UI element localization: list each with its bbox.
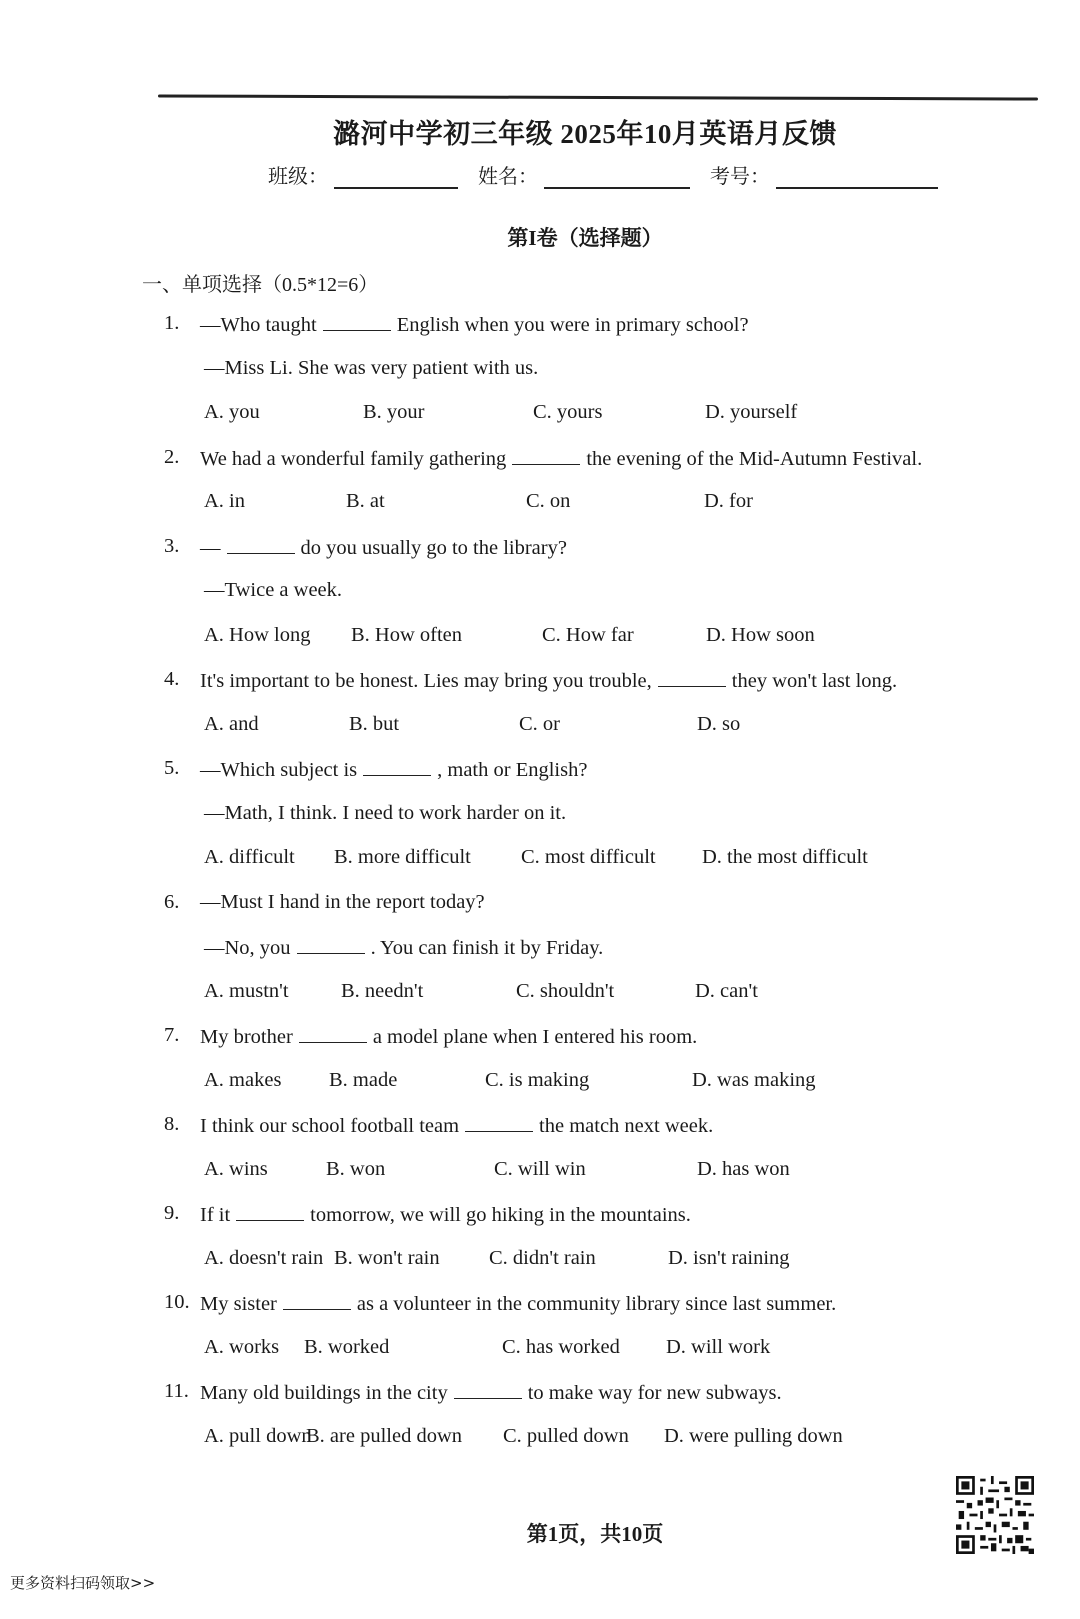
question-stem — [164, 753, 1044, 798]
question-number: 2. — [164, 445, 180, 468]
dialogue-reply: —Math, I think. I need to work harder on it. — [204, 801, 567, 824]
dialogue-reply: —Twice a week. — [204, 579, 343, 601]
dialogue-reply — [164, 931, 1044, 976]
option-d[interactable]: D. How soon — [706, 623, 815, 646]
question-number: 5. — [164, 757, 180, 779]
option-d[interactable]: D. so — [697, 712, 741, 735]
reply-text-before: —No, you — [204, 937, 291, 959]
answer-blank[interactable] — [227, 531, 295, 554]
question-item — [164, 1020, 1044, 1109]
question-text — [200, 1198, 691, 1243]
options-row — [164, 1065, 1044, 1110]
question-text — [200, 1020, 697, 1065]
options-row — [164, 976, 1044, 1021]
option-a[interactable]: A. pull down — [204, 1424, 312, 1447]
question-item — [164, 531, 1044, 665]
question-number: 7. — [164, 1024, 180, 1046]
header-rule — [158, 94, 1038, 100]
option-b[interactable]: B. at — [346, 490, 385, 512]
option-b[interactable]: B. but — [349, 712, 400, 735]
option-b[interactable]: B. needn't — [341, 979, 424, 1002]
option-b[interactable]: B. your — [363, 401, 425, 423]
stem-text-before: —Must I hand in the report today? — [200, 890, 485, 913]
stem-text-before: —Which subject is — [200, 759, 358, 781]
option-d[interactable]: D. has won — [697, 1157, 790, 1180]
reply-text-after: . You can finish it by Friday. — [370, 937, 604, 959]
question-number: 11. — [164, 1380, 189, 1402]
option-d[interactable]: D. the most difficult — [702, 846, 868, 868]
exam-no-field[interactable] — [776, 169, 938, 189]
options-row — [164, 397, 1044, 442]
stem-text-after: the match next week. — [539, 1115, 714, 1137]
answer-blank[interactable] — [512, 442, 580, 465]
question-stem — [164, 442, 1044, 487]
question-text — [200, 308, 749, 353]
option-c[interactable]: C. How far — [542, 623, 634, 646]
option-a[interactable]: A. makes — [204, 1068, 282, 1091]
question-number: 6. — [164, 890, 180, 913]
name-field[interactable] — [544, 169, 690, 189]
stem-text-after: tomorrow, we will go hiking in the mountains. — [310, 1204, 691, 1226]
question-stem — [164, 1020, 1044, 1065]
question-stem — [164, 1376, 1044, 1421]
question-item — [164, 1287, 1044, 1376]
option-c[interactable]: C. is making — [485, 1068, 590, 1091]
option-b[interactable]: B. made — [329, 1068, 398, 1091]
answer-blank[interactable] — [363, 753, 431, 776]
exam-no-label: 考号： — [710, 166, 770, 188]
option-a[interactable]: A. and — [204, 712, 259, 735]
options-row — [164, 620, 1044, 665]
question-item — [164, 1109, 1044, 1198]
option-d[interactable]: D. was making — [692, 1068, 816, 1091]
qr-code-icon[interactable] — [956, 1476, 1034, 1554]
option-b[interactable]: B. are pulled down — [306, 1424, 462, 1447]
option-a[interactable]: A. mustn't — [204, 979, 289, 1002]
stem-text-after: a model plane when I entered his room. — [372, 1026, 698, 1048]
stem-text-after: to make way for new subways. — [527, 1382, 782, 1404]
stem-text-before: My brother — [200, 1026, 293, 1048]
question-stem — [164, 531, 1044, 576]
option-c[interactable]: C. on — [526, 490, 571, 512]
question-stem — [164, 664, 1044, 709]
stem-text-after: as a volunteer in the community library since last summer. — [356, 1293, 837, 1315]
stem-text-before: If it — [200, 1204, 231, 1226]
question-list — [164, 308, 1044, 1465]
question-item — [164, 1198, 1044, 1287]
stem-text-after: do you usually go to the library? — [300, 536, 567, 559]
section-title: 第I卷（选择题） — [507, 226, 663, 250]
question-item — [164, 442, 1044, 531]
class-label: 班级： — [268, 166, 328, 188]
question-stem — [164, 1198, 1044, 1243]
option-c[interactable]: C. didn't rain — [489, 1246, 596, 1269]
option-c[interactable]: C. most difficult — [521, 846, 656, 868]
option-b[interactable]: B. won't rain — [334, 1246, 440, 1269]
question-stem — [164, 1287, 1044, 1332]
question-number: 4. — [164, 668, 180, 690]
dialogue-reply: —Miss Li. She was very patient with us. — [204, 356, 539, 379]
page-number: 第1页，共10页 — [526, 1522, 664, 1546]
question-stem — [164, 887, 1044, 932]
answer-blank[interactable] — [297, 931, 365, 954]
question-number: 3. — [164, 534, 180, 557]
option-b[interactable]: B. won — [326, 1157, 386, 1180]
option-d[interactable]: D. were pulling down — [664, 1424, 843, 1447]
question-stem — [164, 1109, 1044, 1154]
question-text — [200, 1109, 713, 1154]
option-a[interactable]: A. works — [204, 1335, 280, 1358]
options-row — [164, 842, 1044, 887]
answer-blank[interactable] — [454, 1376, 522, 1399]
page-title: 潞河中学初三年级 2025年10月英语月反馈 — [333, 119, 837, 149]
more-materials-link[interactable]: 更多资料扫码领取>> — [10, 1574, 156, 1592]
question-text — [200, 442, 922, 487]
stem-text-before: I think our school football team — [200, 1115, 460, 1137]
question-text — [200, 1376, 782, 1421]
options-row — [164, 1243, 1044, 1288]
options-row — [164, 1332, 1044, 1377]
option-c[interactable]: C. or — [519, 712, 560, 735]
answer-blank[interactable] — [283, 1287, 351, 1310]
option-d[interactable]: D. will work — [666, 1335, 771, 1358]
part-heading: 一、单项选择（0.5*12=6） — [142, 274, 379, 296]
class-field[interactable] — [334, 169, 458, 189]
question-number: 1. — [164, 312, 180, 334]
answer-blank[interactable] — [323, 308, 391, 331]
stem-text-before: We had a wonderful family gathering — [200, 447, 507, 470]
student-info-row — [268, 160, 938, 189]
option-d[interactable]: D. isn't raining — [668, 1246, 790, 1269]
answer-blank[interactable] — [658, 664, 726, 687]
option-b[interactable]: B. worked — [304, 1335, 390, 1358]
question-text — [200, 664, 897, 709]
question-text — [200, 753, 587, 798]
option-c[interactable]: C. pulled down — [503, 1424, 629, 1447]
stem-text-after: the evening of the Mid-Autumn Festival. — [586, 447, 923, 470]
options-row — [164, 1421, 1044, 1466]
option-a[interactable]: A. you — [204, 401, 260, 423]
option-c[interactable]: C. will win — [494, 1157, 586, 1180]
stem-text-before: My sister — [200, 1293, 277, 1315]
option-a[interactable]: A. wins — [204, 1157, 268, 1180]
options-row — [164, 709, 1044, 754]
question-item — [164, 308, 1044, 442]
question-item — [164, 664, 1044, 753]
answer-blank[interactable] — [299, 1020, 367, 1043]
stem-text-before: — — [200, 536, 221, 559]
question-text — [200, 887, 485, 932]
stem-text-after: English when you were in primary school? — [396, 314, 749, 336]
stem-text-before: It's important to be honest. Lies may bring you trouble, — [200, 670, 652, 692]
stem-text-before: —Who taught — [200, 314, 317, 336]
option-c[interactable]: C. yours — [533, 401, 603, 423]
option-a[interactable]: A. How long — [204, 623, 311, 646]
question-number: 10. — [164, 1291, 190, 1313]
stem-text-after: they won't last long. — [731, 670, 898, 692]
options-row — [164, 486, 1044, 531]
answer-blank[interactable] — [236, 1198, 304, 1221]
option-d[interactable]: D. can't — [695, 979, 758, 1002]
option-b[interactable]: B. How often — [351, 623, 463, 646]
question-number: 9. — [164, 1202, 180, 1224]
answer-blank[interactable] — [465, 1109, 533, 1132]
option-c[interactable]: C. has worked — [502, 1335, 620, 1358]
question-item — [164, 887, 1044, 1021]
option-a[interactable]: A. difficult — [204, 846, 295, 868]
options-row — [164, 1154, 1044, 1199]
question-text — [200, 1287, 836, 1332]
option-c[interactable]: C. shouldn't — [516, 979, 615, 1002]
question-stem — [164, 308, 1044, 353]
stem-text-before: Many old buildings in the city — [200, 1382, 448, 1404]
option-b[interactable]: B. more difficult — [334, 846, 471, 868]
option-d[interactable]: D. yourself — [705, 401, 798, 423]
question-text — [200, 531, 567, 576]
option-d[interactable]: D. for — [704, 490, 753, 512]
option-a[interactable]: A. in — [204, 490, 245, 512]
stem-text-after: , math or English? — [437, 759, 588, 781]
question-number: 8. — [164, 1113, 180, 1135]
name-label: 姓名： — [478, 166, 538, 188]
option-a[interactable]: A. doesn't rain — [204, 1246, 324, 1269]
question-item — [164, 753, 1044, 887]
question-item — [164, 1376, 1044, 1465]
